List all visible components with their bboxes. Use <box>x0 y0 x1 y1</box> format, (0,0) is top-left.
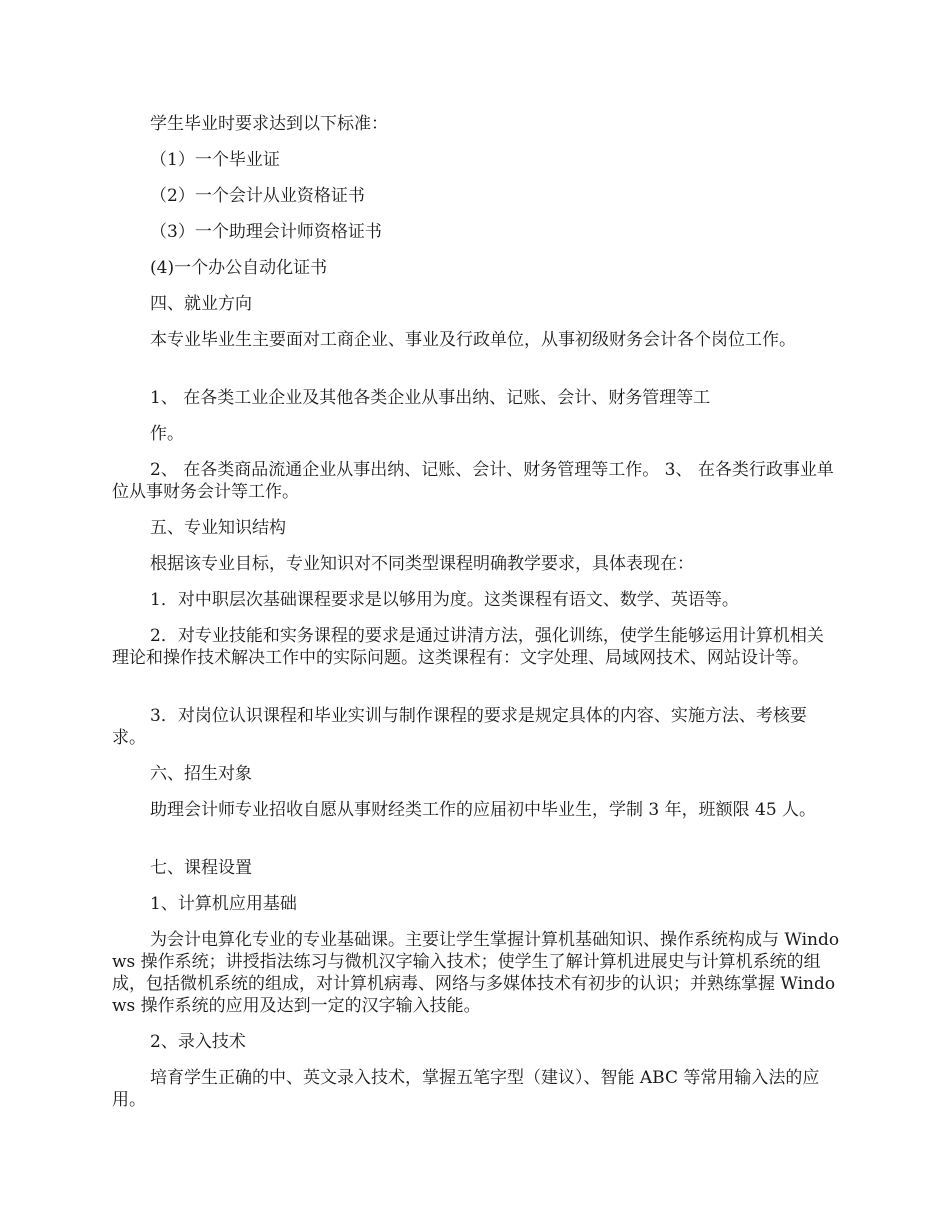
knowledge-item-2: 2．对专业技能和实务课程的要求是通过讲清方法，强化训练，使学生能够运用计算机相关理论和操作技术解决工作中的实际问题。这类课程有：文字处理、局域网技术、网站设计等。 <box>112 626 824 668</box>
course-heading-typing: 2、录入技术 <box>150 1032 246 1052</box>
list-item-assistant-accountant: （3）一个助理会计师资格证书 <box>150 222 382 242</box>
employment-paragraph: 本专业毕业生主要面对工商企业、事业及行政单位，从事初级财务会计各个岗位工作。 <box>150 330 796 350</box>
employment-item-1: 1、 在各类工业企业及其他各类企业从事出纳、记账、会计、财务管理等工 <box>150 388 711 408</box>
list-item-accounting-qualification: （2）一个会计从业资格证书 <box>150 186 365 206</box>
section-heading-curriculum: 七、课程设置 <box>150 858 252 878</box>
list-item-graduation-certificate: （1）一个毕业证 <box>150 150 280 170</box>
knowledge-item-3: 3．对岗位认识课程和毕业实训与制作课程的要求是规定具体的内容、实施方法、考核要求。 <box>112 706 807 748</box>
standards-intro: 学生毕业时要求达到以下标准： <box>150 114 388 134</box>
enrollment-paragraph: 助理会计师专业招收自愿从事财经类工作的应届初中毕业生，学制 3 年，班额限 45 人。 <box>150 800 817 820</box>
course-heading-computer-basics: 1、计算机应用基础 <box>150 894 297 914</box>
list-item-office-automation: (4)一个办公自动化证书 <box>150 258 328 278</box>
section-heading-employment: 四、就业方向 <box>150 294 252 314</box>
section-heading-enrollment: 六、招生对象 <box>150 764 252 784</box>
employment-items-2-3: 2、 在各类商品流通企业从事出纳、记账、会计、财务管理等工作。 3、 在各类行政事业单位从事财务会计等工作。 <box>112 460 834 502</box>
course-description-typing: 培育学生正确的中、英文录入技术，掌握五笔字型（建议）、智能 ABC 等常用输入法的应用。 <box>112 1068 820 1110</box>
section-heading-knowledge-structure: 五、专业知识结构 <box>150 518 286 538</box>
employment-item-1-continued: 作。 <box>150 424 184 444</box>
knowledge-item-1: 1．对中职层次基础课程要求是以够用为度。这类课程有语文、数学、英语等。 <box>150 590 739 610</box>
course-description-computer-basics: 为会计电算化专业的专业基础课。主要让学生掌握计算机基础知识、操作系统构成与 Windows 操作系统；讲授指法练习与微机汉字输入技术；使学生了解计算机进展史与计算机系统的组成，包括微机系统的组成，对计算机病毒、网络与多媒体技术有初步的认识；并熟练掌握 Windows 操作系统的应用及达到一定的汉字输入技能。 <box>112 930 840 1016</box>
knowledge-intro: 根据该专业目标，专业知识对不同类型课程明确教学要求，具体表现在： <box>150 554 694 574</box>
